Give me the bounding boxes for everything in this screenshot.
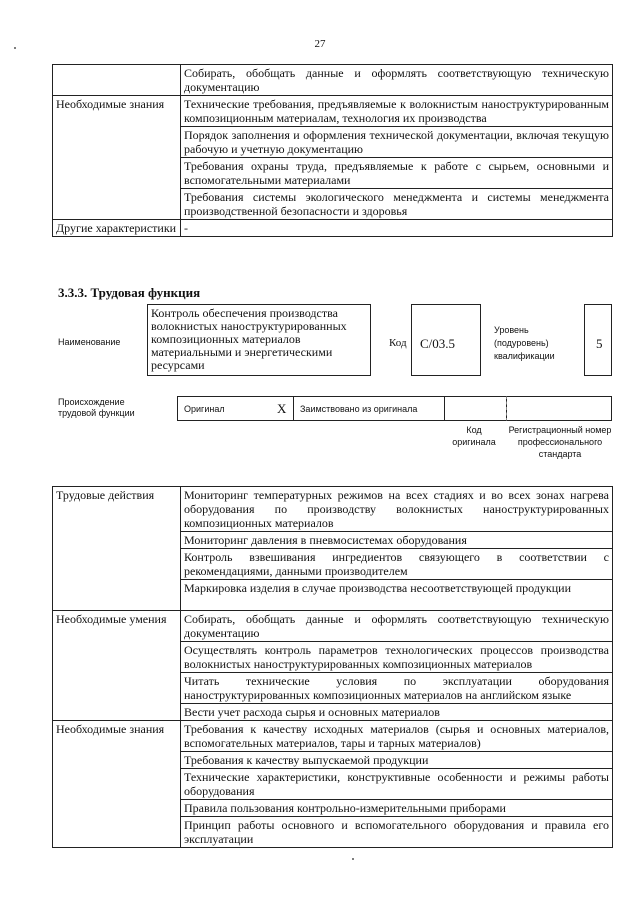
table-row (53, 800, 613, 817)
row-label-empty (53, 642, 181, 673)
row-label: Другие характеристики (53, 220, 181, 237)
skill-item: Читать технические условия по эксплуатации оборудования наноструктурированных композиционных материалов на английском языке (181, 673, 613, 704)
function-name-box: Контроль обеспечения производства волокнистых наноструктурированных композиционных материалов материальными и энергетическими ресурсами (147, 304, 371, 376)
labor-function-table (52, 486, 613, 848)
code-value-box: С/03.5 (411, 304, 481, 376)
table-row (53, 96, 613, 127)
row-text: - (181, 220, 613, 237)
table-row (53, 127, 613, 158)
top-competency-table (52, 64, 613, 237)
row-label-empty (53, 673, 181, 704)
table-row (53, 189, 613, 220)
table-row (53, 65, 613, 96)
row-label-empty (53, 752, 181, 769)
actions-label: Трудовые действия (53, 487, 181, 532)
table-row (53, 611, 613, 642)
action-item: Мониторинг давления в пневмосистемах оборудования (181, 532, 613, 549)
table-row (53, 487, 613, 532)
table-row (53, 580, 613, 611)
original-label: Оригинал (184, 404, 225, 414)
section-title: 3.3.3. Трудовая функция (58, 285, 201, 300)
knowledge-label: Необходимые знания (53, 721, 181, 752)
level-value-box: 5 (584, 304, 612, 376)
reg-number-label: Регистрационный номер профессионального стандарта (508, 425, 612, 459)
row-text: Собирать, обобщать данные и оформлять соответствующую техническую документацию (181, 65, 613, 96)
skill-item: Вести учет расхода сырья и основных материалов (181, 704, 613, 721)
row-label-empty (53, 769, 181, 800)
row-label-empty (53, 549, 181, 580)
scan-speck (14, 47, 16, 49)
table-row (53, 549, 613, 580)
skills-label: Необходимые умения (53, 611, 181, 642)
row-label-empty (53, 704, 181, 721)
knowledge-item: Технические характеристики, конструктивные особенности и режимы работы оборудования (181, 769, 613, 800)
action-item: Мониторинг температурных режимов на всех стадиях и во всех зонах нагрева оборудования по производству волокнистых наноструктурированных композиционных материалов (181, 487, 613, 532)
knowledge-item: Принцип работы основного и вспомогательного оборудования и правила его эксплуатации (181, 817, 613, 848)
original-cell (177, 396, 294, 421)
row-label (53, 158, 181, 189)
row-label-empty (53, 580, 181, 611)
table-row (53, 673, 613, 704)
borrowed-label: Заимствовано из оригинала (300, 404, 418, 414)
knowledge-item: Требования к качеству исходных материалов (сырья и основных материалов, вспомогательных материалов, тары и тарных материалов) (181, 721, 613, 752)
row-text: Требования охраны труда, предъявляемые к работе с сырьем, основными и вспомогательными материалами (181, 158, 613, 189)
table-row (53, 769, 613, 800)
table-row (53, 704, 613, 721)
action-item: Маркировка изделия в случае производства несоответствующей продукции (181, 580, 613, 611)
skill-item: Осуществлять контроль параметров технологических процессов производства волокнистых наноструктурированных композиционных материалов (181, 642, 613, 673)
row-label-empty (53, 800, 181, 817)
row-label (53, 127, 181, 158)
scan-speck (352, 858, 354, 860)
table-row (53, 532, 613, 549)
knowledge-item: Правила пользования контрольно-измерительными приборами (181, 800, 613, 817)
reg-number-cell (506, 396, 612, 421)
table-row (53, 158, 613, 189)
code-original-cell (444, 396, 507, 421)
borrowed-cell (293, 396, 445, 421)
original-mark: X (277, 401, 287, 416)
table-row (53, 817, 613, 848)
row-text: Требования системы экологического менеджмента и системы менеджмента производственной безопасности и здоровья (181, 189, 613, 220)
code-label: Код (389, 337, 407, 349)
name-label: Наименование (58, 337, 121, 347)
row-label-empty (53, 532, 181, 549)
row-label (53, 65, 181, 96)
row-text: Технические требования, предъявляемые к волокнистым наноструктурированным композиционным материалам, технология их производства (181, 96, 613, 127)
row-label-empty (53, 817, 181, 848)
row-label (53, 189, 181, 220)
table-row (53, 220, 613, 237)
skill-item: Собирать, обобщать данные и оформлять соответствующую техническую документацию (181, 611, 613, 642)
knowledge-item: Требования к качеству выпускаемой продукции (181, 752, 613, 769)
level-label: Уровень (подуровень) квалификации (494, 325, 555, 361)
table-row (53, 752, 613, 769)
page-number: 27 (314, 38, 326, 50)
row-text: Порядок заполнения и оформления технической документации, включая текущую рабочую и учетную документацию (181, 127, 613, 158)
origin-label: Происхождение трудовой функции (58, 397, 135, 418)
action-item: Контроль взвешивания ингредиентов связующего в соответствии с рекомендациями, данными производителем (181, 549, 613, 580)
code-original-label: Код оригинала (452, 425, 496, 447)
row-label: Необходимые знания (53, 96, 181, 127)
table-row (53, 721, 613, 752)
table-row (53, 642, 613, 673)
